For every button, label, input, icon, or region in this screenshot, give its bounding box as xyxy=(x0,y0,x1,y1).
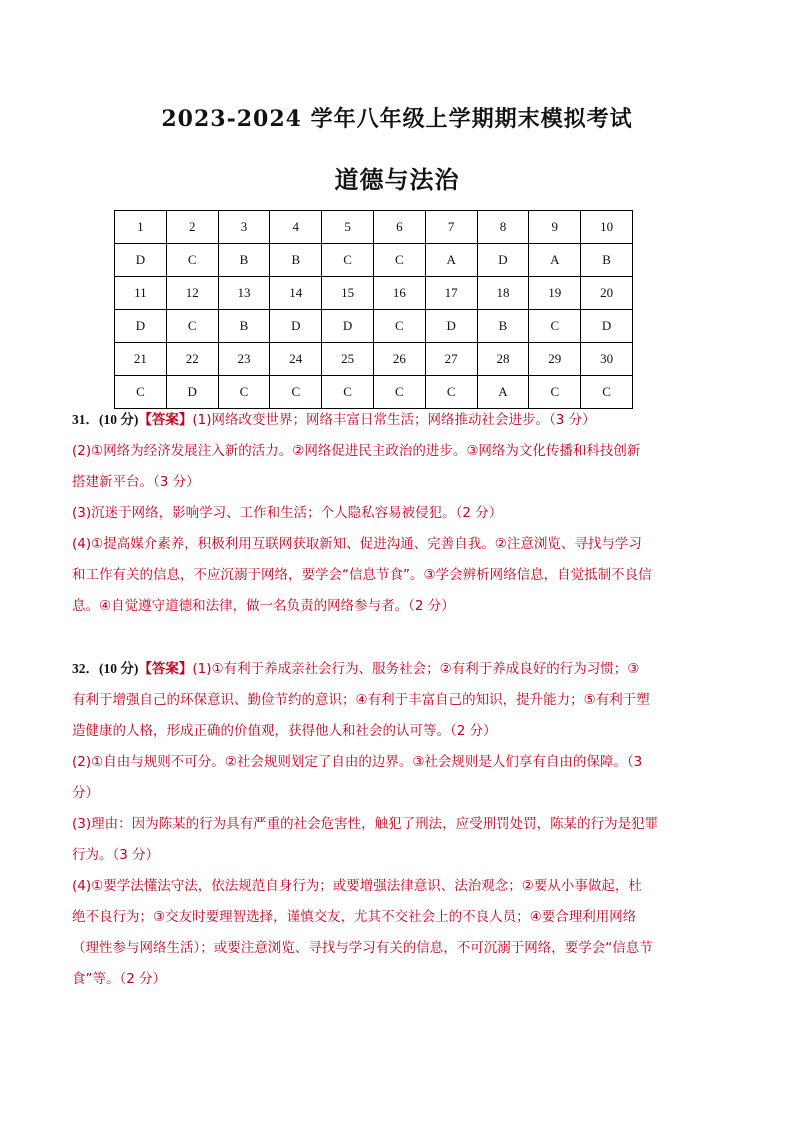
q31-part-4-line-3: 息。④自觉遵守道德和法律，做一名负责的网络参与者。（2 分） xyxy=(72,598,455,614)
q32-part-1-line-3: 造健康的人格，形成正确的价值观，获得他人和社会的认可等。（2 分） xyxy=(72,723,497,739)
question-number-cell: 11 xyxy=(115,277,167,310)
answer-cell: C xyxy=(373,310,425,343)
answer-cell: A xyxy=(425,244,477,277)
q32-part-3-line-2: 行为。（3 分） xyxy=(72,847,160,863)
answer-cell: C xyxy=(166,310,218,343)
answer-cell: D xyxy=(115,244,167,277)
question-number-row xyxy=(115,277,633,310)
answer-cell: C xyxy=(373,244,425,277)
question-number-cell: 26 xyxy=(373,343,425,376)
q32-part-4-line-3: （理性参与网络生活）；或要注意浏览、寻找与学习有关的信息，不可沉溺于网络，要学会“信息节 xyxy=(72,940,653,956)
answer-cell: D xyxy=(115,310,167,343)
q32-number: 32．(10 分) xyxy=(72,661,139,676)
q31-part-2-line-1: (2)①网络为经济发展注入新的活力。②网络促进民主政治的进步。③网络为文化传播和科技创新 xyxy=(72,443,641,459)
question-number-cell: 25 xyxy=(322,343,374,376)
question-number-cell: 24 xyxy=(270,343,322,376)
answer-table xyxy=(114,210,633,409)
answer-cell: D xyxy=(270,310,322,343)
answer-row xyxy=(115,244,633,277)
q31-part-2-line-2: 搭建新平台。（3 分） xyxy=(72,474,200,490)
question-number-cell: 23 xyxy=(218,343,270,376)
q31-number: 31．(10 分) xyxy=(72,412,139,427)
answer-cell: B xyxy=(581,244,633,277)
q31-line-1 xyxy=(72,404,712,436)
question-31 xyxy=(72,404,712,622)
question-number-cell: 6 xyxy=(373,211,425,244)
answer-cell: C xyxy=(373,376,425,409)
answer-cell: B xyxy=(477,310,529,343)
q32-part-3-line-1: (3)理由：因为陈某的行为具有严重的社会危害性，触犯了刑法，应受刑罚处罚，陈某的行为是犯罪 xyxy=(72,816,659,832)
q31-part-4-line-2: 和工作有关的信息，不应沉溺于网络，要学会“信息节食”。③学会辨析网络信息，自觉抵制不良信 xyxy=(72,567,652,583)
question-number-cell: 16 xyxy=(373,277,425,310)
question-number-cell: 7 xyxy=(425,211,477,244)
q32-part-4-line-1: (4)①要学法懂法守法，依法规范自身行为；或要增强法律意识、法治观念；②要从小事做起，杜 xyxy=(72,878,642,894)
answer-cell: D xyxy=(477,244,529,277)
q31-answer-tag: 【答案】 xyxy=(138,412,193,428)
answer-cell: D xyxy=(581,310,633,343)
q31-part-1: (1)网络改变世界；网络丰富日常生活；网络推动社会进步。（3 分） xyxy=(192,412,596,428)
q32-part-2-line-1: (2)①自由与规则不可分。②社会规则划定了自由的边界。③社会规则是人们享有自由的保障。（3 xyxy=(72,754,643,770)
q32-part-1-line-1: (1)①有利于养成亲社会行为、服务社会；②有利于养成良好的行为习惯；③ xyxy=(192,661,640,677)
question-number-cell: 3 xyxy=(218,211,270,244)
question-number-cell: 5 xyxy=(322,211,374,244)
answer-cell: C xyxy=(529,376,581,409)
answer-cell: C xyxy=(115,376,167,409)
answer-cell: B xyxy=(218,244,270,277)
answer-cell: C xyxy=(270,376,322,409)
question-number-cell: 4 xyxy=(270,211,322,244)
question-number-cell: 22 xyxy=(166,343,218,376)
answer-cell: C xyxy=(218,376,270,409)
subject-title: 道德与法治 xyxy=(334,165,460,194)
question-number-cell: 8 xyxy=(477,211,529,244)
q32-part-4-line-4: 食”等。（2 分） xyxy=(72,971,167,987)
answer-cell: B xyxy=(218,310,270,343)
question-number-cell: 17 xyxy=(425,277,477,310)
question-number-cell: 20 xyxy=(581,277,633,310)
question-number-cell: 27 xyxy=(425,343,477,376)
answer-cell: C xyxy=(529,310,581,343)
question-number-cell: 29 xyxy=(529,343,581,376)
question-number-cell: 21 xyxy=(115,343,167,376)
question-number-cell: 14 xyxy=(270,277,322,310)
question-number-cell: 30 xyxy=(581,343,633,376)
q32-answer-tag: 【答案】 xyxy=(138,661,193,677)
answer-cell: A xyxy=(529,244,581,277)
question-number-row xyxy=(115,211,633,244)
question-number-cell: 28 xyxy=(477,343,529,376)
question-number-cell: 9 xyxy=(529,211,581,244)
answer-cell: B xyxy=(270,244,322,277)
q31-part-4-line-1: (4)①提高媒介素养，积极利用互联网获取新知、促进沟通、完善自我。②注意浏览、寻找与学习 xyxy=(72,536,642,552)
exam-title: 2023-2024 学年八年级上学期期末模拟考试 xyxy=(161,106,633,132)
answer-cell: D xyxy=(166,376,218,409)
q32-part-1-line-2: 有利于增强自己的环保意识、勤俭节约的意识；④有利于丰富自己的知识，提升能力；⑤有利于塑 xyxy=(72,692,650,708)
question-number-cell: 18 xyxy=(477,277,529,310)
question-number-cell: 15 xyxy=(322,277,374,310)
answer-cell: C xyxy=(425,376,477,409)
answer-cell: C xyxy=(166,244,218,277)
question-number-cell: 10 xyxy=(581,211,633,244)
answer-cell: C xyxy=(581,376,633,409)
question-number-cell: 13 xyxy=(218,277,270,310)
q32-part-4-line-2: 绝不良行为；③交友时要理智选择，谨慎交友，尤其不交社会上的不良人员；④要合理利用网络 xyxy=(72,909,637,925)
answer-cell: C xyxy=(322,244,374,277)
question-number-cell: 19 xyxy=(529,277,581,310)
answer-row xyxy=(115,310,633,343)
answer-cell: C xyxy=(322,376,374,409)
answer-cell: D xyxy=(425,310,477,343)
question-32 xyxy=(72,653,712,995)
question-number-cell: 2 xyxy=(166,211,218,244)
question-number-row xyxy=(115,343,633,376)
answer-cell: D xyxy=(322,310,374,343)
q32-part-2-line-2: 分） xyxy=(72,785,99,801)
question-number-cell: 12 xyxy=(166,277,218,310)
q32-line-1 xyxy=(72,653,712,685)
question-number-cell: 1 xyxy=(115,211,167,244)
answer-cell: A xyxy=(477,376,529,409)
q31-part-3: (3)沉迷于网络，影响学习、工作和生活；个人隐私容易被侵犯。（2 分） xyxy=(72,505,503,521)
